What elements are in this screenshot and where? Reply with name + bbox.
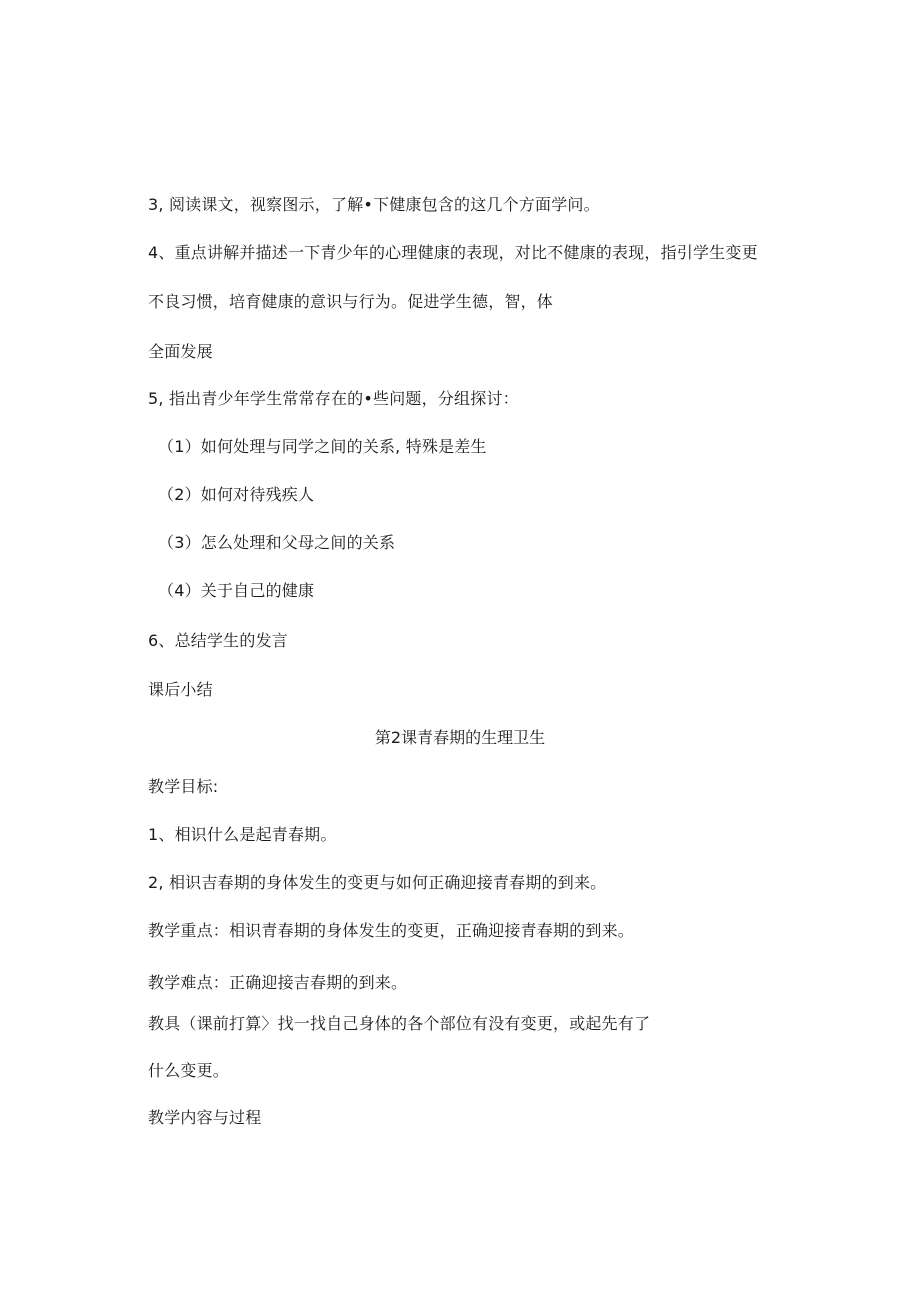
text-line-objective-2: 2, 相识吉春期的身体发生的变更与如何正确迎接青春期的到来。 — [148, 873, 607, 892]
text-line-key-point: 教学重点：相识青春期的身体发生的变更，正确迎接青春期的到来。 — [148, 921, 635, 940]
list-item-2: （2）如何对待残疾人 — [158, 485, 315, 504]
text-line-step-3: 3, 阅读课文，视察图示，了解•下健康包含的这几个方面学问。 — [148, 195, 600, 214]
text-line-step-4-cont: 不良习惯，培育健康的意识与行为。促进学生德，智，体 — [148, 292, 554, 311]
text-line-difficulty: 教学难点：正确迎接吉春期的到来。 — [148, 973, 408, 992]
text-line-objective-1: 1、相识什么是起青春期。 — [148, 825, 337, 844]
text-line-step-6: 6、总结学生的发言 — [148, 631, 288, 650]
lesson-title: 第2课青春期的生理卫生 — [374, 728, 546, 747]
text-line-step-5: 5, 指出青少年学生常常存在的•些问题，分组探讨： — [148, 389, 519, 408]
list-item-1: （1）如何处理与同学之间的关系, 特殊是差生 — [158, 437, 487, 456]
text-line-step-4-end: 全面发展 — [148, 342, 213, 361]
text-line-step-4: 4、重点讲解并描述一下青少年的心理健康的表现，对比不健康的表现，指引学生变更 — [148, 243, 758, 262]
text-line-teaching-aids: 教具（课前打算〉找一找自己身体的各个部位有没有变更，或起先有了 — [148, 1014, 651, 1033]
text-line-objectives: 教学目标: — [148, 777, 219, 796]
text-line-content-process: 教学内容与过程 — [148, 1108, 262, 1127]
text-line-teaching-aids-cont: 什么变更。 — [148, 1061, 230, 1080]
text-line-summary: 课后小结 — [148, 680, 213, 699]
list-item-4: （4）关于自己的健康 — [158, 581, 315, 600]
list-item-3: （3）怎么处理和父母之间的关系 — [158, 533, 396, 552]
